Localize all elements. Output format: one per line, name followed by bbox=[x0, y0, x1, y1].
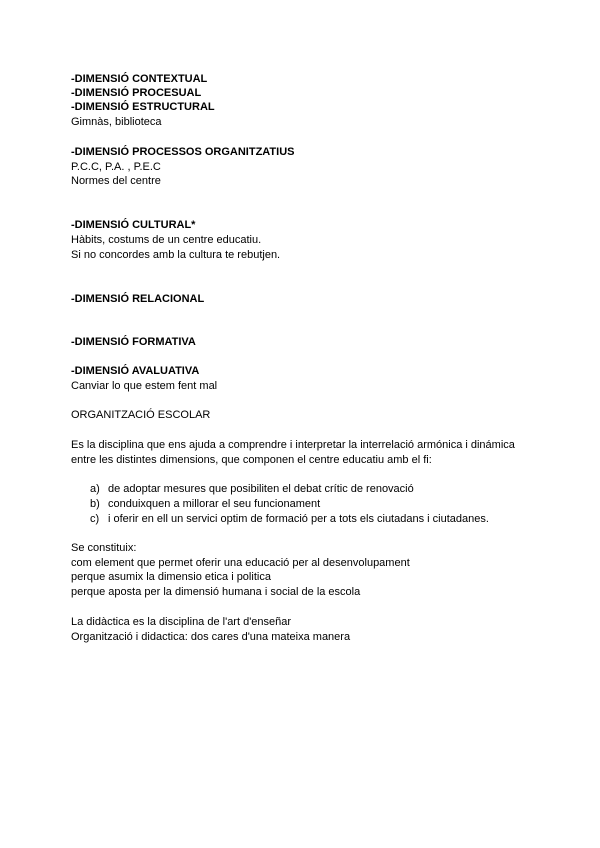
heading-dimensio-relacional: -DIMENSIÓ RELACIONAL bbox=[71, 293, 205, 305]
organitzacio-definition-line-1: Es la disciplina que ens ajuda a comprendre i interpretar la interrelació armónica i dinámica bbox=[71, 439, 515, 451]
processos-line-2: Normes del centre bbox=[71, 175, 161, 187]
list-item: de adoptar mesures que posibiliten el debat crític de renovació bbox=[108, 483, 414, 495]
list-item-marker: a) bbox=[90, 483, 100, 495]
heading-dimensio-contextual: -DIMENSIÓ CONTEXTUAL bbox=[71, 73, 208, 85]
estructural-text: Gimnàs, biblioteca bbox=[71, 116, 162, 128]
list-item: conduixquen a millorar el seu funcionament bbox=[108, 498, 321, 510]
heading-dimensio-avaluativa: -DIMENSIÓ AVALUATIVA bbox=[71, 365, 200, 377]
heading-dimensio-formativa: -DIMENSIÓ FORMATIVA bbox=[71, 336, 196, 348]
list-item-marker: c) bbox=[90, 513, 100, 525]
didactica-line-1: La didàctica es la disciplina de l'art d'enseñar bbox=[71, 616, 292, 628]
constituix-line-4: perque aposta per la dimensió humana i social de la escola bbox=[71, 586, 361, 598]
didactica-line-2: Organització i didactica: dos cares d'una mateixa manera bbox=[71, 631, 351, 643]
heading-dimensio-processos: -DIMENSIÓ PROCESSOS ORGANITZATIUS bbox=[71, 146, 295, 158]
list-item: i oferir en ell un servici optim de formació per a tots els ciutadans i ciutadanes. bbox=[108, 513, 489, 525]
cultural-line-1: Hàbits, costums de un centre educatiu. bbox=[71, 234, 262, 246]
heading-dimensio-estructural: -DIMENSIÓ ESTRUCTURAL bbox=[71, 101, 215, 113]
list-item-marker: b) bbox=[90, 498, 100, 510]
constituix-line-3: perque asumix la dimensio etica i politica bbox=[71, 571, 271, 583]
avaluativa-text: Canviar lo que estem fent mal bbox=[71, 380, 218, 392]
processos-line-1: P.C.C, P.A. , P.E.C bbox=[71, 161, 161, 173]
constituix-line-2: com element que permet oferir una educació per al desenvolupament bbox=[71, 557, 410, 569]
organitzacio-definition-line-2: entre les distintes dimensions, que componen el centre educatiu amb el fi: bbox=[71, 454, 432, 466]
constituix-line-1: Se constituix: bbox=[71, 542, 137, 554]
organitzacio-title: ORGANITZACIÓ ESCOLAR bbox=[71, 409, 211, 421]
heading-dimensio-procesual: -DIMENSIÓ PROCESUAL bbox=[71, 87, 202, 99]
heading-dimensio-cultural: -DIMENSIÓ CULTURAL* bbox=[71, 219, 196, 231]
cultural-line-2: Si no concordes amb la cultura te rebutjen. bbox=[71, 249, 281, 261]
